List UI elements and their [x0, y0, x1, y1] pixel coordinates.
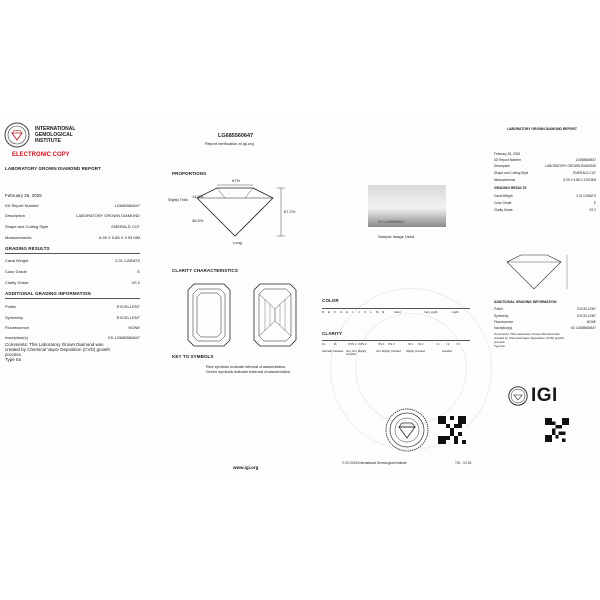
igi-seal-icon [4, 122, 30, 148]
field-value: LG685560647 [575, 158, 596, 162]
left-comments-line: process. [5, 352, 23, 357]
clarity-words [322, 350, 470, 360]
left-grading-header: GRADING RESULTS [5, 246, 50, 251]
additional-value: EXCELLENT [577, 314, 596, 318]
right-field-row [494, 158, 596, 163]
clarity-word: Slightly Included [406, 350, 425, 353]
color-grade: L [370, 310, 372, 314]
grading-label: Color Grade [5, 269, 27, 274]
field-label: Measurements [5, 235, 32, 240]
field-value: EMERALD CUT [111, 224, 140, 229]
left-additional-row [5, 304, 140, 309]
left-field-row [5, 203, 140, 208]
report-number-heading: LG685560647 [218, 133, 254, 139]
field-value: EMERALD CUT [573, 171, 596, 175]
clarity-characteristics-header: CLARITY CHARACTERISTICS [172, 268, 238, 273]
right-additional-header: ADDITIONAL GRADING INFORMATION [494, 300, 557, 304]
left-grading-row [5, 258, 140, 263]
inscription-sample: IGI LG685560647 [378, 220, 405, 224]
institute-name-line-1: INTERNATIONAL [35, 126, 76, 132]
additional-value: EXCELLENT [577, 307, 596, 311]
right-grading-row [494, 194, 596, 199]
color-grade-word: Faint [394, 310, 401, 314]
clarity-scale-header: CLARITY [322, 331, 343, 336]
copyright-footer: © IGI 2025 International Gemological Institute [342, 461, 407, 465]
institute-name-line-2: GEMOLOGICAL [35, 132, 73, 138]
color-grade: K [364, 310, 367, 314]
color-scale-line [322, 308, 470, 309]
color-grade: N [382, 310, 385, 314]
field-value: 8.39 X 5.88 X 3.93 MM [563, 178, 596, 182]
clarity-scale [322, 342, 470, 347]
right-additional-row [494, 326, 596, 331]
right-additional-row [494, 307, 596, 312]
left-additional-row [5, 315, 140, 320]
proportions-header: PROPORTIONS [172, 171, 207, 176]
left-additional-header: ADDITIONAL GRADING INFORMATION [5, 291, 91, 296]
grading-label: Color Grade [494, 201, 512, 205]
additional-label: Symmetry [494, 314, 509, 318]
left-field-row [5, 213, 140, 218]
field-label: Shape and Cutting Style [494, 171, 529, 175]
culet-label: Long [233, 240, 242, 245]
color-grade: H [346, 310, 349, 314]
left-report-title: LABORATORY GROWN DIAMOND REPORT [5, 166, 101, 171]
qr-code-icon[interactable] [438, 416, 466, 444]
verification-note: Report verification at igi.org [205, 141, 254, 146]
left-comments-line: Comments: This Laboratory Grown Diamond was [5, 342, 104, 347]
color-grade: G [340, 310, 343, 314]
color-scale-header: COLOR [322, 298, 339, 303]
key-line-red: Red symbols indicate internal characteristics. [206, 364, 287, 369]
clarity-grade: I 1 [436, 342, 440, 346]
right-grading-header: GRADING RESULTS [494, 186, 527, 190]
color-scale [322, 310, 470, 315]
field-value: LABORATORY GROWN DIAMOND [76, 213, 140, 218]
left-grading-row [5, 269, 140, 274]
clarity-grade: I 2 [446, 342, 450, 346]
clarity-grade: VS 1 [378, 342, 385, 346]
additional-value: IGI LG685560647 [570, 326, 596, 330]
field-label: IGI Report Number [494, 158, 521, 162]
color-grade: I [352, 310, 353, 314]
grading-value: 2.01 CARATS [115, 258, 140, 263]
color-grade-word: Light [452, 310, 459, 314]
clarity-grade: SI 2 [418, 342, 424, 346]
left-grading-row [5, 280, 140, 285]
sample-image-label: Sample Image Used [378, 234, 415, 239]
right-proportions-diagram [505, 252, 573, 292]
field-value: LG685560647 [114, 203, 140, 208]
crown-percent: 14.5% [192, 194, 204, 199]
depth-percent: 67.2% [284, 209, 296, 214]
left-comments-line: Type IIa [5, 357, 22, 362]
electronic-copy-label: ELECTRONIC COPY [12, 152, 70, 158]
certificate-sheet [0, 118, 600, 480]
additional-value: NONE [586, 320, 596, 324]
clarity-grade: I 3 [456, 342, 460, 346]
grading-label: Clarity Grade [5, 280, 29, 285]
divider [5, 298, 140, 299]
additional-label: Inscription(s) [494, 326, 513, 330]
additional-label: Polish [494, 307, 503, 311]
grading-label: Clarity Grade [494, 208, 513, 212]
clarity-grade: VVS 2 [358, 342, 367, 346]
table-percent: 67% [232, 178, 241, 183]
field-label: Measurements [494, 178, 516, 182]
color-grade: F [334, 310, 336, 314]
right-field-row [494, 171, 596, 176]
emerald-cut-bottom-view [253, 283, 297, 347]
additional-label: Polish [5, 304, 16, 309]
additional-value: EXCELLENT [116, 304, 140, 309]
color-grade: D [322, 310, 325, 314]
key-line-green: Green symbols indicate external characteristics. [206, 369, 291, 374]
girdle-label: Slightly Thick [168, 198, 188, 202]
grading-label: Carat Weight [5, 258, 29, 263]
grading-value: E [137, 269, 140, 274]
clarity-word: Internally Flawless [322, 350, 344, 353]
right-comments-line: process. [494, 340, 506, 344]
additional-label: Symmetry [5, 315, 23, 320]
right-field-row [494, 164, 596, 169]
grading-label: Carat Weight [494, 194, 513, 198]
clarity-word: Very Very Slightly Included [346, 350, 367, 356]
clarity-grade: SI 1 [408, 342, 414, 346]
left-field-row [5, 224, 140, 229]
left-comments-line: created by Chemical Vapor Deposition (CVD) growth [5, 347, 110, 352]
right-comments-line: Comments: This Laboratory Grown Diamond was [494, 332, 560, 336]
additional-value: NONE [128, 325, 140, 330]
website-link[interactable]: www.igi.org [233, 465, 259, 470]
additional-value: EXCELLENT [116, 315, 140, 320]
field-label: Description [494, 164, 510, 168]
field-label: IGI Report Number [5, 203, 39, 208]
divider [5, 253, 140, 254]
right-comments-line: created by Chemical Vapor Deposition (CVD) growth [494, 336, 564, 340]
field-label: Description [5, 213, 26, 218]
clarity-grade: VS 2 [388, 342, 395, 346]
right-additional-row [494, 314, 596, 319]
right-additional-row [494, 320, 596, 325]
color-grade-word: Very Light [424, 310, 438, 314]
right-comments-line: Type IIa [494, 344, 505, 348]
right-report-title: LABORATORY GROWN DIAMOND REPORT [507, 127, 577, 131]
left-additional-row [5, 325, 140, 330]
clarity-word: Included [442, 350, 452, 353]
pavilion-percent: 46.5% [192, 218, 204, 223]
color-grade: J [358, 310, 360, 314]
grading-value: VS 2 [589, 208, 596, 212]
right-grading-row [494, 201, 596, 206]
clarity-grade: VVS 1 [348, 342, 357, 346]
clarity-grade: IF [334, 342, 337, 346]
grading-value: E [593, 201, 596, 205]
right-field-row [494, 178, 596, 183]
igi-logo-text: IGI [531, 385, 558, 406]
igi-emblem-seal-icon [385, 408, 429, 452]
key-to-symbols-header: KEY TO SYMBOLS [172, 354, 214, 359]
left-additional-row [5, 335, 140, 340]
right-grading-row [494, 208, 596, 213]
additional-label: Fluorescence [494, 320, 514, 324]
color-grade: E [328, 310, 331, 314]
additional-label: Inscription(s) [5, 335, 28, 340]
color-grade: M [376, 310, 379, 314]
field-label: Shape and Cutting Style [5, 224, 49, 229]
field-value: LABORATORY GROWN DIAMOND [545, 164, 596, 168]
clarity-grade: FL [322, 342, 326, 346]
emerald-cut-top-view [187, 283, 231, 347]
grading-value: VS 2 [131, 280, 140, 285]
qr-code-small-icon[interactable] [545, 418, 569, 442]
proportions-diagram [195, 184, 290, 240]
left-report-date: February 26, 2025 [5, 193, 42, 198]
footer-code: TID - V2.25 [455, 461, 472, 465]
field-value: 8.39 X 5.88 X 3.93 MM [99, 235, 140, 240]
right-report-date: February 26, 2025 [494, 152, 521, 156]
igi-logo-seal-icon [508, 386, 528, 406]
institute-name-line-3: INSTITUTE [35, 138, 61, 144]
additional-label: Fluorescence [5, 325, 30, 330]
grading-value: 2.01 CARATS [576, 194, 596, 198]
additional-value: IGI LG685560647 [108, 335, 140, 340]
clarity-word: Very Slightly Included [376, 350, 401, 353]
clarity-scale-line [322, 340, 470, 341]
left-field-row [5, 235, 140, 240]
